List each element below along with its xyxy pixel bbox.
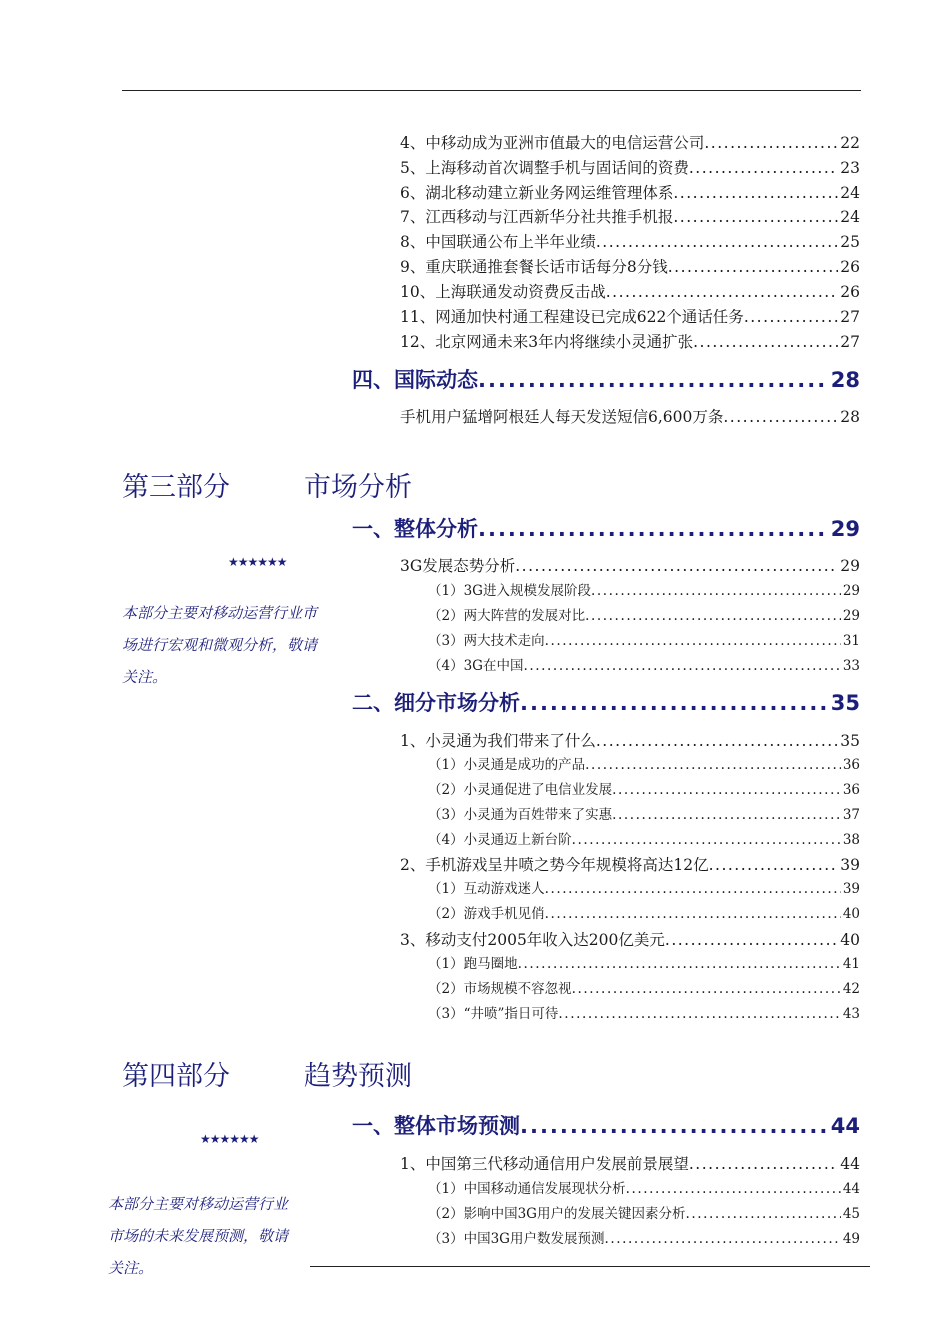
toc-subentry-page: 36 <box>842 782 860 798</box>
toc-heading-overall-analysis[interactable] <box>352 515 860 543</box>
toc-heading-page: 28 <box>830 368 860 392</box>
dot-leader <box>478 515 829 543</box>
toc-entry[interactable] <box>400 1153 860 1175</box>
toc-subentry[interactable] <box>428 581 860 601</box>
toc-entry-page: 22 <box>840 134 860 152</box>
toc-subentry[interactable] <box>428 1004 860 1024</box>
toc-subentry-page: 39 <box>842 881 860 897</box>
dot-leader <box>689 157 838 179</box>
toc-entry-page: 39 <box>840 856 860 874</box>
toc-heading-text: 二、细分市场分析 <box>352 691 520 715</box>
dot-leader <box>585 606 841 626</box>
toc-subentry-text: （4）3G在中国 <box>428 658 524 674</box>
toc-subentry-page: 43 <box>842 1006 860 1022</box>
toc-entry[interactable] <box>400 281 860 303</box>
toc-entry-page: 28 <box>840 408 860 426</box>
part4-heading <box>122 1054 412 1093</box>
toc-entry[interactable] <box>400 157 860 179</box>
part3-heading <box>122 465 412 504</box>
toc-subentry-page: 41 <box>842 956 860 972</box>
toc-entry-text: 11、网通加快村通工程建设已完成622个通话任务 <box>400 308 744 326</box>
toc-subentry-page: 37 <box>842 807 860 823</box>
toc-subentry-page: 49 <box>842 1231 860 1247</box>
dot-leader <box>626 1179 841 1199</box>
toc-entry[interactable] <box>400 256 860 278</box>
toc-subentry-page: 38 <box>842 832 860 848</box>
toc-entry[interactable] <box>400 331 860 353</box>
toc-subentry-text: （1）中国移动通信发展现状分析 <box>428 1181 626 1197</box>
toc-subentry[interactable] <box>428 656 860 676</box>
part3-title: 市场分析 <box>304 472 412 503</box>
toc-heading-page: 44 <box>830 1114 860 1138</box>
dot-leader <box>523 656 840 676</box>
dot-leader <box>520 689 829 717</box>
dot-leader <box>585 755 841 775</box>
toc-subentry-text: （1）跑马圈地 <box>428 956 518 972</box>
toc-entry-text: 4、中移动成为亚洲市值最大的电信运营公司 <box>400 134 705 152</box>
dot-leader <box>478 366 829 394</box>
toc-subentry-page: 42 <box>842 981 860 997</box>
toc-entry-page: 24 <box>840 208 860 226</box>
dot-leader <box>744 306 838 328</box>
toc-subentry[interactable] <box>428 606 860 626</box>
dot-leader <box>689 1153 838 1175</box>
toc-entry-text: 10、上海联通发动资费反击战 <box>400 283 606 301</box>
toc-heading-text: 四、国际动态 <box>352 368 478 392</box>
toc-subentry[interactable] <box>428 755 860 775</box>
toc-entry-text: 手机用户猛增阿根廷人每天发送短信6,600万条 <box>400 408 724 426</box>
dot-leader <box>673 182 838 204</box>
toc-subentry-page: 40 <box>842 906 860 922</box>
toc-entry[interactable] <box>400 132 860 154</box>
dot-leader <box>612 805 841 825</box>
dot-leader <box>673 206 838 228</box>
toc-subentry[interactable] <box>428 631 860 651</box>
toc-subentry-page: 29 <box>842 583 860 599</box>
toc-subentry[interactable] <box>428 1179 860 1199</box>
toc-subentry-page: 45 <box>842 1206 860 1222</box>
toc-entry[interactable] <box>400 406 860 428</box>
toc-entry-text: 1、小灵通为我们带来了什么 <box>400 732 596 750</box>
dot-leader <box>545 904 841 924</box>
toc-entry-text: 1、中国第三代移动通信用户发展前景展望 <box>400 1155 689 1173</box>
toc-subentry-text: （3）中国3G用户数发展预测 <box>428 1231 605 1247</box>
toc-entry-page: 25 <box>840 233 860 251</box>
toc-heading-segment-analysis[interactable] <box>352 689 860 717</box>
toc-subentry-text: （3）两大技术走向 <box>428 633 545 649</box>
toc-subentry-page: 33 <box>842 658 860 674</box>
dot-leader <box>596 730 838 752</box>
toc-heading-text: 一、整体分析 <box>352 517 478 541</box>
part4-note: 本部分主要对移动运营行业市场的未来发展预测，敬请关注。 <box>108 1195 289 1277</box>
dot-leader <box>591 581 841 601</box>
toc-subentry[interactable] <box>428 830 860 850</box>
toc-subentry[interactable] <box>428 1204 860 1224</box>
toc-subentry-text: （4）小灵通迈上新台阶 <box>428 832 572 848</box>
part3-note: 本部分主要对移动运营行业市场进行宏观和微观分析，敬请关注。 <box>122 604 318 686</box>
dot-leader <box>520 1112 829 1140</box>
toc-subentry-text: （2）影响中国3G用户的发展关键因素分析 <box>428 1206 686 1222</box>
toc-entry-text: 8、中国联通公布上半年业绩 <box>400 233 596 251</box>
dot-leader <box>685 1204 840 1224</box>
toc-heading-page: 35 <box>830 691 860 715</box>
toc-heading-text: 一、整体市场预测 <box>352 1114 520 1138</box>
toc-heading-international[interactable] <box>352 366 860 394</box>
toc-subentry-text: （2）市场规模不容忽视 <box>428 981 572 997</box>
dot-leader <box>545 631 841 651</box>
dot-leader <box>606 281 839 303</box>
toc-subentry-text: （1）小灵通是成功的产品 <box>428 757 586 773</box>
toc-heading-page: 29 <box>830 517 860 541</box>
toc-entry[interactable] <box>400 555 860 577</box>
toc-entry-page: 23 <box>840 159 860 177</box>
toc-entry-page: 27 <box>840 333 860 351</box>
toc-entry[interactable] <box>400 854 860 876</box>
toc-subentry-page: 44 <box>842 1181 860 1197</box>
footer-rule <box>310 1266 870 1267</box>
toc-subentry[interactable] <box>428 979 860 999</box>
toc-subentry[interactable] <box>428 879 860 899</box>
toc-entry-page: 40 <box>840 931 860 949</box>
dot-leader <box>723 406 838 428</box>
toc-subentry-page: 29 <box>842 608 860 624</box>
dot-leader <box>604 1229 840 1249</box>
part3-label: 第三部分 <box>122 472 230 503</box>
toc-entry-text: 3、移动支付2005年收入达200亿美元 <box>400 931 665 949</box>
toc-subentry-text: （1）3G进入规模发展阶段 <box>428 583 591 599</box>
toc-entry[interactable] <box>400 182 860 204</box>
part4-label: 第四部分 <box>122 1061 230 1092</box>
dot-leader <box>572 830 841 850</box>
dot-leader <box>668 256 839 278</box>
dot-leader <box>518 954 841 974</box>
dot-leader <box>515 555 838 577</box>
toc-entry[interactable] <box>400 730 860 752</box>
header-rule <box>122 90 861 91</box>
toc-entry[interactable] <box>400 206 860 228</box>
toc-subentry-text: （1）互动游戏迷人 <box>428 881 545 897</box>
toc-entry-text: 7、江西移动与江西新华分社共推手机报 <box>400 208 674 226</box>
dot-leader <box>709 854 839 876</box>
dot-leader <box>572 979 841 999</box>
dot-leader <box>693 331 838 353</box>
toc-entry-page: 26 <box>840 283 860 301</box>
toc-entry-text: 5、上海移动首次调整手机与固话间的资费 <box>400 159 689 177</box>
toc-subentry-page: 31 <box>842 633 860 649</box>
part4-title: 趋势预测 <box>304 1061 412 1092</box>
toc-subentry-text: （2）小灵通促进了电信业发展 <box>428 782 613 798</box>
toc-entry-text: 2、手机游戏呈井喷之势今年规模将高达12亿 <box>400 856 709 874</box>
toc-subentry[interactable] <box>428 954 860 974</box>
dot-leader <box>596 231 838 253</box>
dot-leader <box>612 780 841 800</box>
toc-subentry-text: （2）两大阵营的发展对比 <box>428 608 586 624</box>
stars-icon: ★★★★★★ <box>200 1132 259 1146</box>
toc-entry-text: 6、湖北移动建立新业务网运维管理体系 <box>400 184 674 202</box>
toc-entry[interactable] <box>400 306 860 328</box>
toc-entry-text: 3G发展态势分析 <box>400 557 516 575</box>
toc-entry[interactable] <box>400 231 860 253</box>
toc-entry-page: 24 <box>840 184 860 202</box>
toc-entry-text: 9、重庆联通推套餐长话市话每分8分钱 <box>400 258 668 276</box>
toc-entry-page: 35 <box>840 732 860 750</box>
toc-entry-page: 44 <box>840 1155 860 1173</box>
dot-leader <box>704 132 838 154</box>
toc-entry-page: 27 <box>840 308 860 326</box>
toc-entry[interactable] <box>400 929 860 951</box>
toc-entry-text: 12、北京网通未来3年内将继续小灵通扩张 <box>400 333 694 351</box>
toc-entry-page: 29 <box>840 557 860 575</box>
toc-subentry[interactable] <box>428 805 860 825</box>
toc-subentry[interactable] <box>428 904 860 924</box>
toc-subentry[interactable] <box>428 1229 860 1249</box>
toc-entry-page: 26 <box>840 258 860 276</box>
toc-heading-market-forecast[interactable] <box>352 1112 860 1140</box>
toc-subentry-text: （2）游戏手机见俏 <box>428 906 545 922</box>
toc-subentry-text: （3）“井喷”指日可待 <box>428 1006 559 1022</box>
toc-subentry-text: （3）小灵通为百姓带来了实惠 <box>428 807 613 823</box>
stars-icon: ★★★★★★ <box>228 555 287 569</box>
dot-leader <box>558 1004 840 1024</box>
dot-leader <box>545 879 841 899</box>
toc-subentry-page: 36 <box>842 757 860 773</box>
toc-subentry[interactable] <box>428 780 860 800</box>
dot-leader <box>665 929 838 951</box>
